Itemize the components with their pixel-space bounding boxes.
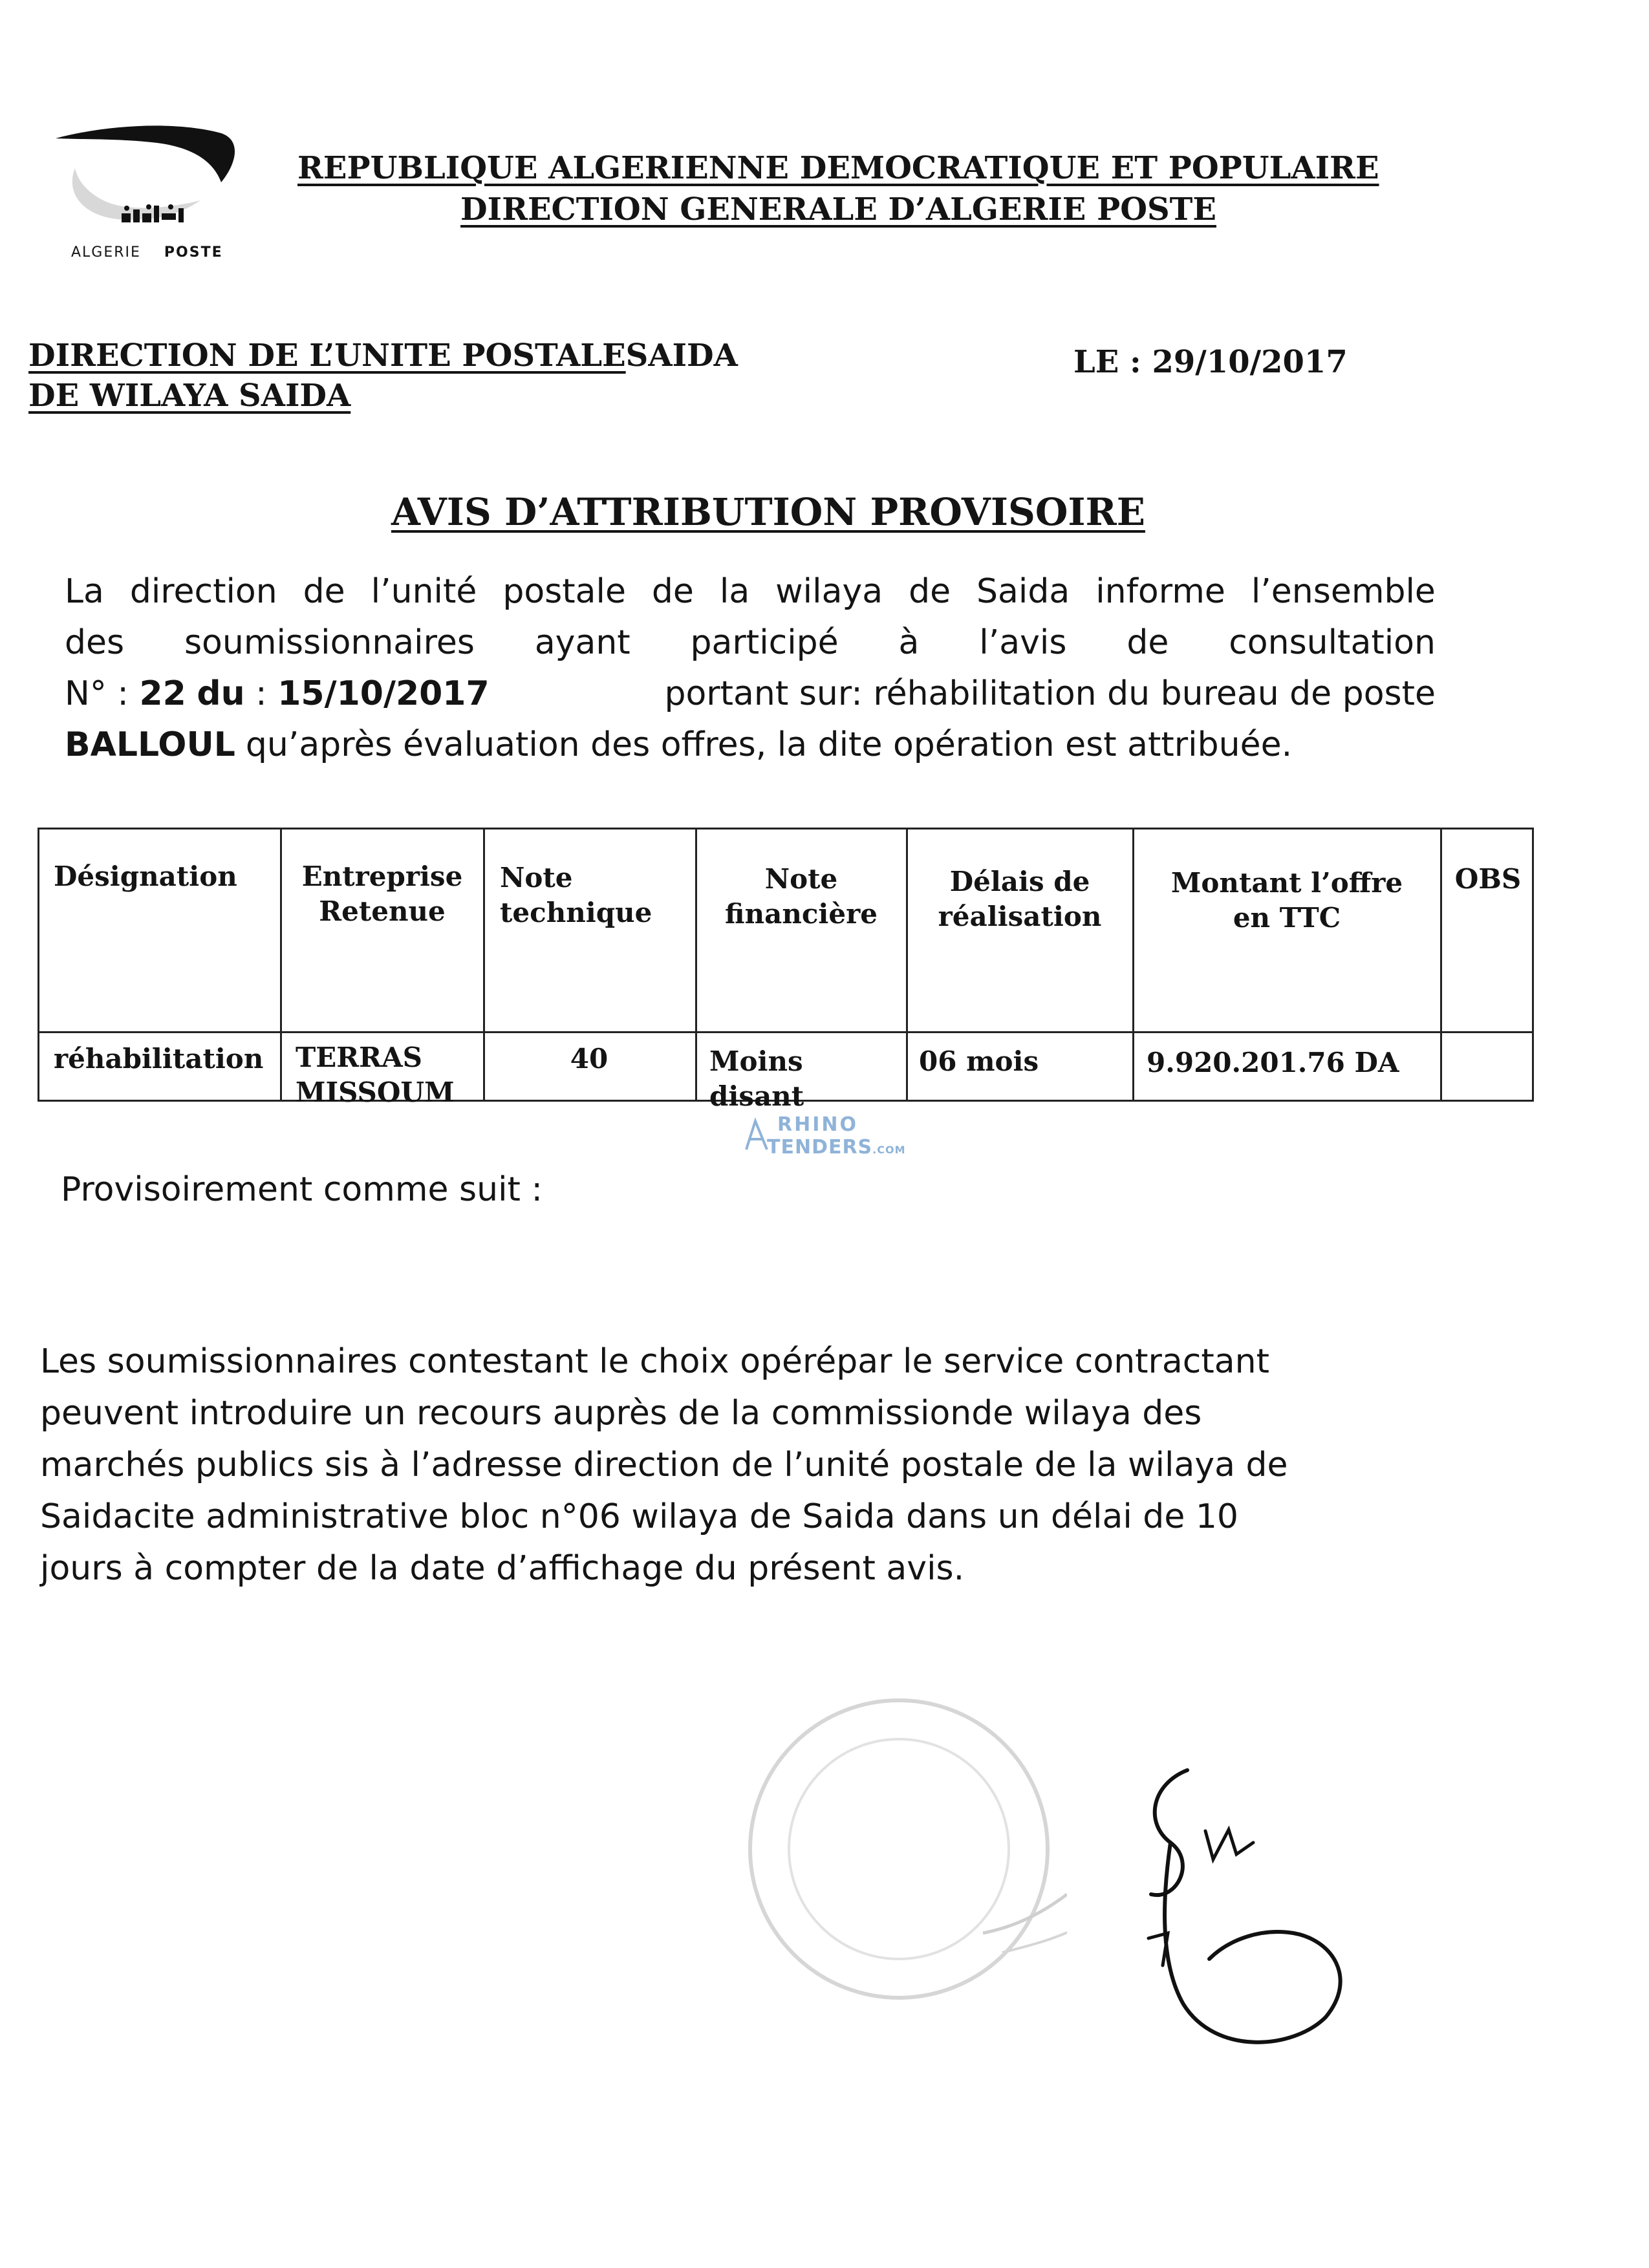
header-text: technique [500, 897, 652, 928]
header-text: Note [764, 863, 838, 895]
watermark-brand: TENDERS [767, 1136, 873, 1159]
header-republique: REPUBLIQUE ALGERIENNE DEMOCRATIQUE ET POPULAIRE [297, 150, 1379, 186]
closing-line: jours à compter de la date d’affichage du présent avis. [40, 1549, 965, 1588]
cell-text: Moins [709, 1045, 803, 1077]
cell-entreprise [296, 1040, 455, 1110]
consultation-label: N° : [65, 674, 129, 713]
intro-line-4 [65, 720, 1436, 771]
algerie-poste-logo [52, 123, 239, 265]
closing-line: Saidacite administrative bloc n°06 wilaya de Saida dans un délai de 10 [40, 1497, 1239, 1536]
consultation-date: 15/10/2017 [277, 674, 490, 713]
header-delais [909, 864, 1131, 934]
intro-word: à [898, 623, 920, 662]
watermark-suffix: .COM [872, 1144, 906, 1156]
header-montant [1135, 866, 1439, 936]
rhino-icon [744, 1117, 770, 1153]
intro-word: la [719, 572, 750, 611]
header-text: Entreprise [301, 861, 463, 892]
intro-subject: portant sur: réhabilitation du bureau de poste [664, 674, 1436, 713]
header-text: Note [500, 862, 573, 893]
intro-word: de [303, 572, 345, 611]
direction-line-1-rest: SAIDA [625, 337, 738, 374]
intro-word: informe [1095, 572, 1225, 611]
document-date: LE : 29/10/2017 [1073, 344, 1348, 380]
consultation-colon: : [255, 674, 267, 713]
intro-word: de [909, 572, 951, 611]
cell-montant: 9.920.201.76 DA [1147, 1047, 1399, 1078]
cell-text: TERRAS [296, 1042, 422, 1073]
table-column-divider [1132, 829, 1134, 1100]
header-text: financière [725, 898, 878, 930]
intro-word: consultation [1229, 623, 1436, 662]
cell-note-technique: 40 [570, 1043, 609, 1075]
handwritten-signature [1048, 1746, 1461, 2108]
logo-wordmark [71, 244, 223, 261]
cell-delais: 06 mois [919, 1045, 1039, 1077]
cell-note-financiere [709, 1044, 804, 1114]
table-column-divider [695, 829, 697, 1100]
provisoirement-text: Provisoirement comme suit : [61, 1170, 543, 1209]
logo-label-right: POSTE [164, 244, 223, 261]
intro-conclusion: qu’après évaluation des offres, la dite opération est attribuée. [245, 725, 1293, 764]
consultation-number: 22 [139, 674, 186, 713]
direction-line-1-underlined: DIRECTION DE L’UNITE POSTALE [28, 337, 626, 374]
intro-consultation-ref [65, 669, 490, 720]
consultation-du: du [197, 674, 245, 713]
table-header-divider [39, 1031, 1532, 1033]
intro-word: l’unité [371, 572, 477, 611]
intro-word: soumissionnaires [184, 623, 475, 662]
intro-word: ayant [534, 623, 630, 662]
header-obs [1443, 862, 1533, 897]
table-column-divider [483, 829, 485, 1100]
watermark-line-2 [767, 1136, 906, 1159]
intro-word: wilaya [775, 572, 883, 611]
direction-line-1 [28, 337, 738, 374]
intro-word: postale [502, 572, 626, 611]
intro-word: l’avis [979, 623, 1067, 662]
intro-word: l’ensemble [1251, 572, 1436, 611]
direction-line-2: DE WILAYA SAIDA [28, 378, 351, 414]
header-text: en TTC [1233, 902, 1341, 934]
table-column-divider [280, 829, 282, 1100]
logo-label-left: ALGERIE [71, 244, 141, 261]
cell-designation: réhabilitation [54, 1043, 264, 1075]
attribution-table [38, 828, 1534, 1112]
header-note-technique [500, 861, 652, 930]
bureau-name: BALLOUL [65, 725, 235, 764]
cell-text: disant [709, 1080, 804, 1112]
header-text: Montant l’offre [1170, 867, 1403, 899]
official-stamp [705, 1681, 1067, 2017]
header-text: OBS [1454, 863, 1522, 895]
closing-line: peuvent introduire un recours auprès de la commissionde wilaya des [40, 1394, 1202, 1433]
header-note-financiere [698, 862, 905, 932]
header-direction-generale: DIRECTION GENERALE D’ALGERIE POSTE [460, 191, 1216, 228]
header-entreprise [284, 859, 480, 929]
intro-word: participé [690, 623, 839, 662]
header-text: réalisation [938, 901, 1102, 932]
rhino-tenders-watermark [741, 1113, 906, 1159]
watermark-line-1: RHINO [777, 1113, 858, 1136]
header-text: Retenue [319, 895, 446, 927]
cell-text: MISSOUM [296, 1076, 455, 1108]
closing-line: marchés publics sis à l’adresse direction de l’unité postale de la wilaya de [40, 1446, 1288, 1484]
intro-line-1 [65, 566, 1436, 617]
closing-paragraph [40, 1336, 1288, 1594]
header-text: Délais de [949, 866, 1090, 897]
document-title: AVIS D’ATTRIBUTION PROVISOIRE [391, 490, 1145, 534]
intro-word: de [651, 572, 694, 611]
header-designation [54, 859, 237, 894]
table-column-divider [906, 829, 908, 1100]
intro-line-3 [65, 669, 1436, 720]
closing-line: Les soumissionnaires contestant le choix opérépar le service contractant [40, 1342, 1269, 1381]
intro-paragraph [65, 566, 1436, 771]
table-column-divider [1440, 829, 1442, 1100]
intro-word: La [65, 572, 104, 611]
intro-word: des [65, 623, 125, 662]
intro-word: direction [129, 572, 277, 611]
intro-line-2 [65, 617, 1436, 669]
header-text: Désignation [54, 861, 237, 892]
intro-word: Saida [976, 572, 1070, 611]
intro-word: de [1126, 623, 1169, 662]
